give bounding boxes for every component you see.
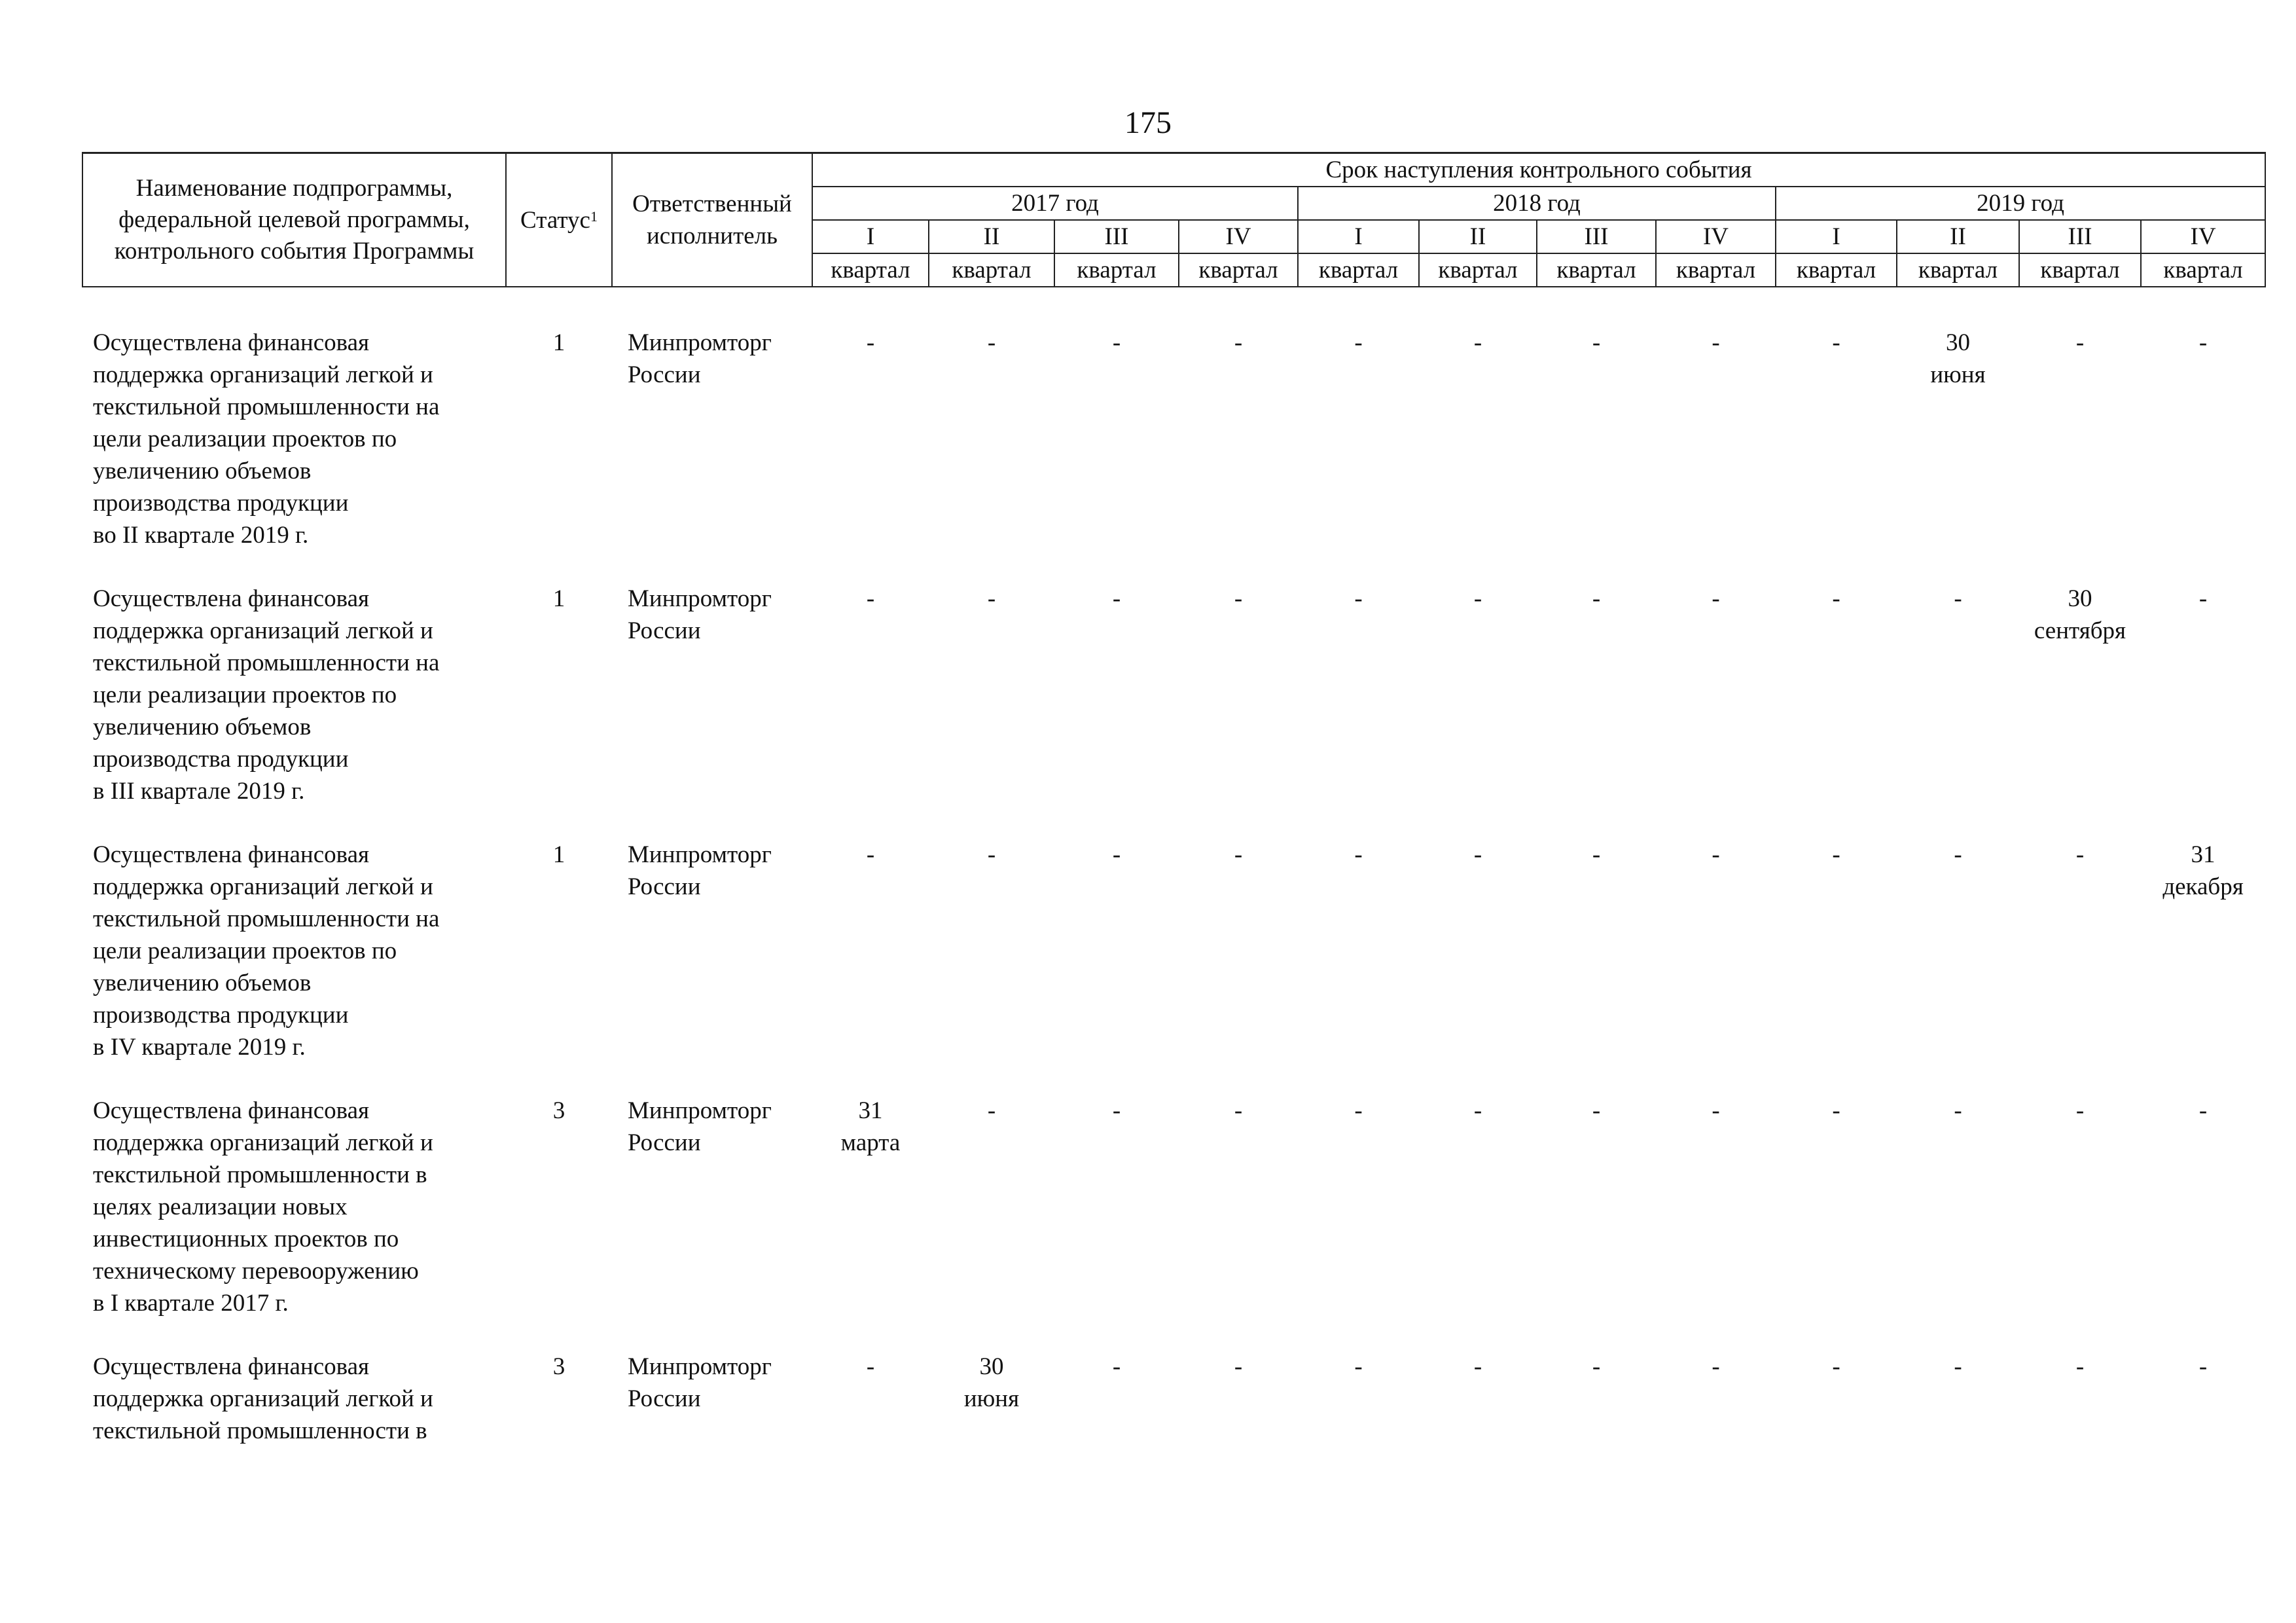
status-cell: 3 xyxy=(552,1353,565,1380)
deadline-value: - xyxy=(1592,329,1601,356)
quarter-deadline-cell xyxy=(1776,302,1897,558)
responsible-cell xyxy=(612,1070,812,1326)
page-number: 175 xyxy=(1124,105,1172,140)
header-quarter-number: II xyxy=(1419,220,1537,253)
responsible-cell xyxy=(612,814,812,1070)
header-quarter-number: III xyxy=(1054,220,1179,253)
quarter-deadline-cell xyxy=(1897,558,2019,814)
quarter-deadline-cell xyxy=(812,1070,929,1326)
deadline-value: - xyxy=(1473,329,1482,356)
event-name-line: увеличению объемов xyxy=(93,970,312,996)
deadline-value: - xyxy=(1354,1097,1363,1124)
quarter-deadline-cell xyxy=(2019,302,2141,558)
header-responsible-line: Ответственный xyxy=(632,191,792,217)
deadline-value: - xyxy=(866,329,875,356)
deadline-value: - xyxy=(1592,1353,1601,1380)
table-row xyxy=(82,1070,2265,1326)
header-quarter-word: квартал xyxy=(2141,253,2265,287)
quarter-deadline-cell xyxy=(1054,558,1179,814)
quarter-deadline-cell xyxy=(2019,1326,2141,1453)
header-year-2019: 2019 год xyxy=(1776,187,2265,220)
deadline-value: - xyxy=(1354,329,1363,356)
deadline-value: - xyxy=(1234,1353,1243,1380)
quarter-deadline-cell xyxy=(1656,1326,1776,1453)
quarter-deadline-cell xyxy=(1298,558,1419,814)
deadline-value: 30 xyxy=(979,1353,1004,1380)
event-name-cell xyxy=(82,1326,506,1453)
status-footnote-mark: 1 xyxy=(590,208,598,225)
quarter-deadline-cell xyxy=(1054,1326,1179,1453)
header-quarter-number: I xyxy=(812,220,929,253)
header-status-label: Статус xyxy=(520,206,590,234)
quarter-deadline-cell xyxy=(1419,1326,1537,1453)
deadline-value: - xyxy=(866,1353,875,1380)
event-name-line: в IV квартале 2019 г. xyxy=(93,1034,306,1061)
quarter-deadline-cell xyxy=(1897,1326,2019,1453)
quarter-deadline-cell xyxy=(2141,302,2265,558)
deadline-value: - xyxy=(1954,1097,1962,1124)
header-quarter-word: квартал xyxy=(1298,253,1419,287)
event-name-cell xyxy=(82,1070,506,1326)
event-name-line: цели реализации проектов по xyxy=(93,938,397,964)
event-name-line: текстильной промышленности на xyxy=(93,905,440,932)
deadline-value: - xyxy=(1712,1353,1720,1380)
deadline-value: июня xyxy=(963,1385,1020,1412)
event-name-line: текстильной промышленности на xyxy=(93,393,440,420)
header-quarter-word: квартал xyxy=(929,253,1054,287)
deadline-value: - xyxy=(1234,841,1243,868)
deadline-value: - xyxy=(1712,585,1720,612)
quarter-deadline-cell xyxy=(2141,1070,2265,1326)
deadline-value: - xyxy=(1112,585,1121,612)
event-name-line: техническому перевооружению xyxy=(93,1258,419,1285)
deadline-value: - xyxy=(1473,1353,1482,1380)
deadline-value: - xyxy=(1354,1353,1363,1380)
deadline-value: декабря xyxy=(2162,873,2244,900)
event-name-line: производства продукции xyxy=(93,746,349,773)
deadline-value: - xyxy=(1954,585,1962,612)
table-row xyxy=(82,302,2265,558)
quarter-deadline-cell xyxy=(1419,814,1537,1070)
responsible-cell xyxy=(612,558,812,814)
event-name-line: цели реализации проектов по xyxy=(93,682,397,708)
quarter-deadline-cell xyxy=(812,1326,929,1453)
quarter-deadline-cell xyxy=(1419,558,1537,814)
responsible-line: России xyxy=(628,361,701,388)
event-name-line: поддержка организаций легкой и xyxy=(93,1129,433,1156)
event-name-line: поддержка организаций легкой и xyxy=(93,361,433,388)
quarter-deadline-cell xyxy=(1419,1070,1537,1326)
header-year-2017: 2017 год xyxy=(812,187,1298,220)
quarter-deadline-cell xyxy=(1776,558,1897,814)
responsible-line: России xyxy=(628,1129,701,1156)
header-name-line: федеральной целевой программы, xyxy=(118,206,470,233)
quarter-deadline-cell xyxy=(929,302,1054,558)
event-name-cell xyxy=(82,814,506,1070)
responsible-cell xyxy=(612,302,812,558)
deadline-value: - xyxy=(2198,329,2208,356)
deadline-value: - xyxy=(1473,585,1482,612)
quarter-deadline-cell xyxy=(1054,302,1179,558)
deadline-value: - xyxy=(1473,1097,1482,1124)
event-name-cell xyxy=(82,302,506,558)
deadline-value: - xyxy=(1954,1353,1962,1380)
header-quarter-word: квартал xyxy=(1776,253,1897,287)
deadline-value: марта xyxy=(840,1129,901,1156)
quarter-deadline-cell xyxy=(1776,1070,1897,1326)
header-quarter-number: IV xyxy=(1656,220,1776,253)
quarter-deadline-cell xyxy=(1179,302,1298,558)
header-name-line: контрольного события Программы xyxy=(114,238,475,264)
quarter-deadline-cell xyxy=(1656,1070,1776,1326)
quarter-deadline-cell xyxy=(1419,302,1537,558)
status-cell: 1 xyxy=(552,841,565,868)
deadline-value: июня xyxy=(1930,361,1986,388)
header-name-line: Наименование подпрограммы, xyxy=(135,175,453,202)
event-name-line: Осуществлена финансовая xyxy=(93,841,370,868)
header-quarter-word: квартал xyxy=(812,253,929,287)
responsible-line: Минпромторг xyxy=(628,585,772,612)
deadline-value: - xyxy=(2075,1353,2085,1380)
deadline-value: - xyxy=(2075,841,2085,868)
responsible-line: России xyxy=(628,873,701,900)
quarter-deadline-cell xyxy=(2019,814,2141,1070)
deadline-value: - xyxy=(1832,1353,1840,1380)
header-quarter-number: II xyxy=(929,220,1054,253)
deadline-value: - xyxy=(1112,1353,1121,1380)
quarter-deadline-cell xyxy=(929,814,1054,1070)
deadline-value: - xyxy=(1234,1097,1243,1124)
event-name-line: Осуществлена финансовая xyxy=(93,1353,370,1380)
responsible-line: России xyxy=(628,1385,701,1412)
deadline-value: сентября xyxy=(2034,617,2126,644)
deadline-value: - xyxy=(987,1097,996,1124)
event-name-cell xyxy=(82,558,506,814)
quarter-deadline-cell xyxy=(812,302,929,558)
header-name-column xyxy=(82,153,506,287)
event-name-line: производства продукции xyxy=(93,490,349,517)
quarter-deadline-cell xyxy=(1537,1070,1656,1326)
responsible-line: России xyxy=(628,617,701,644)
header-quarter-number: II xyxy=(1897,220,2019,253)
deadline-value: - xyxy=(1832,329,1840,356)
header-year-2018: 2018 год xyxy=(1298,187,1776,220)
quarter-deadline-cell xyxy=(1776,1326,1897,1453)
header-quarter-number: III xyxy=(2019,220,2141,253)
quarter-deadline-cell xyxy=(1897,302,2019,558)
table-row xyxy=(82,814,2265,1070)
quarter-deadline-cell xyxy=(1054,1070,1179,1326)
deadline-value: - xyxy=(866,585,875,612)
header-quarter-word: квартал xyxy=(1897,253,2019,287)
event-name-line: текстильной промышленности в xyxy=(93,1417,427,1444)
header-responsible-line: исполнитель xyxy=(646,223,778,249)
responsible-line: Минпромторг xyxy=(628,329,772,356)
quarter-deadline-cell xyxy=(1179,558,1298,814)
status-cell: 1 xyxy=(552,329,565,356)
deadline-value: - xyxy=(987,585,996,612)
quarter-deadline-cell xyxy=(1054,814,1179,1070)
quarter-deadline-cell xyxy=(1897,1070,2019,1326)
deadline-value: - xyxy=(1112,1097,1121,1124)
responsible-line: Минпромторг xyxy=(628,1353,772,1380)
quarter-deadline-cell xyxy=(929,1070,1054,1326)
header-deadline-group: Срок наступления контрольного события xyxy=(812,153,2265,187)
header-quarter-number: III xyxy=(1537,220,1656,253)
status-cell: 3 xyxy=(552,1097,565,1124)
deadline-value: 30 xyxy=(2068,585,2092,612)
quarter-deadline-cell xyxy=(1537,814,1656,1070)
event-name-line: целях реализации новых xyxy=(93,1194,348,1220)
quarter-deadline-cell xyxy=(1656,302,1776,558)
quarter-deadline-cell xyxy=(1537,1326,1656,1453)
event-name-line: производства продукции xyxy=(93,1002,349,1029)
header-quarter-word: квартал xyxy=(2019,253,2141,287)
event-name-line: Осуществлена финансовая xyxy=(93,585,370,612)
header-responsible-column xyxy=(612,153,812,287)
header-quarter-word: квартал xyxy=(1656,253,1776,287)
event-name-line: Осуществлена финансовая xyxy=(93,329,370,356)
quarter-deadline-cell xyxy=(2019,1070,2141,1326)
event-name-line: увеличению объемов xyxy=(93,714,312,740)
event-name-line: в III квартале 2019 г. xyxy=(93,778,305,805)
deadline-value: - xyxy=(1832,1097,1840,1124)
deadline-value: - xyxy=(987,841,996,868)
quarter-deadline-cell xyxy=(1298,302,1419,558)
event-name-line: поддержка организаций легкой и xyxy=(93,617,433,644)
event-name-line: цели реализации проектов по xyxy=(93,426,397,452)
quarter-deadline-cell xyxy=(1298,1326,1419,1453)
table-body xyxy=(82,287,2265,1453)
quarter-deadline-cell xyxy=(1537,302,1656,558)
quarter-deadline-cell xyxy=(1179,814,1298,1070)
deadline-value: - xyxy=(1712,841,1720,868)
quarter-deadline-cell xyxy=(812,558,929,814)
deadline-value: - xyxy=(2198,1097,2208,1124)
quarter-deadline-cell xyxy=(929,558,1054,814)
deadline-value: - xyxy=(987,329,996,356)
event-name-line: инвестиционных проектов по xyxy=(93,1226,399,1252)
quarter-deadline-cell xyxy=(1897,814,2019,1070)
deadline-value: - xyxy=(2198,585,2208,612)
quarter-deadline-cell xyxy=(1656,558,1776,814)
deadline-value: - xyxy=(1592,841,1601,868)
header-quarter-word: квартал xyxy=(1054,253,1179,287)
table-header xyxy=(82,153,2265,287)
header-status-column xyxy=(506,153,612,287)
quarter-deadline-cell xyxy=(1776,814,1897,1070)
deadline-value: - xyxy=(1354,841,1363,868)
quarter-deadline-cell xyxy=(1298,814,1419,1070)
event-name-line: текстильной промышленности на xyxy=(93,649,440,676)
responsible-line: Минпромторг xyxy=(628,841,772,868)
deadline-value: - xyxy=(1712,1097,1720,1124)
deadline-value: - xyxy=(1112,841,1121,868)
table-row xyxy=(82,1326,2265,1453)
deadline-value: - xyxy=(1234,585,1243,612)
responsible-line: Минпромторг xyxy=(628,1097,772,1124)
deadline-value: 31 xyxy=(858,1097,883,1124)
header-quarter-number: I xyxy=(1776,220,1897,253)
deadline-value: - xyxy=(1112,329,1121,356)
status-cell: 1 xyxy=(552,585,565,612)
quarter-deadline-cell xyxy=(1537,558,1656,814)
quarter-deadline-cell xyxy=(2141,558,2265,814)
deadline-value: - xyxy=(1592,585,1601,612)
control-events-table xyxy=(82,152,2266,1453)
deadline-value: - xyxy=(1592,1097,1601,1124)
header-quarter-number: IV xyxy=(2141,220,2265,253)
quarter-deadline-cell xyxy=(1179,1070,1298,1326)
table-row xyxy=(82,558,2265,814)
deadline-value: - xyxy=(1234,329,1243,356)
deadline-value: - xyxy=(2075,329,2085,356)
header-quarter-number: IV xyxy=(1179,220,1298,253)
deadline-value: - xyxy=(866,841,875,868)
deadline-value: - xyxy=(2075,1097,2085,1124)
quarter-deadline-cell xyxy=(929,1326,1054,1453)
deadline-value: - xyxy=(1712,329,1720,356)
deadline-value: - xyxy=(1832,585,1840,612)
deadline-value: 30 xyxy=(1946,329,1970,356)
event-name-line: в I квартале 2017 г. xyxy=(93,1290,289,1317)
quarter-deadline-cell xyxy=(2141,1326,2265,1453)
header-quarter-number: I xyxy=(1298,220,1419,253)
responsible-cell xyxy=(612,1326,812,1453)
quarter-deadline-cell xyxy=(2141,814,2265,1070)
header-quarter-word: квартал xyxy=(1179,253,1298,287)
event-name-line: Осуществлена финансовая xyxy=(93,1097,370,1124)
event-name-line: увеличению объемов xyxy=(93,458,312,484)
quarter-deadline-cell xyxy=(812,814,929,1070)
event-name-line: текстильной промышленности в xyxy=(93,1161,427,1188)
quarter-deadline-cell xyxy=(1298,1070,1419,1326)
quarter-deadline-cell xyxy=(2019,558,2141,814)
deadline-value: - xyxy=(1954,841,1962,868)
header-quarter-word: квартал xyxy=(1419,253,1537,287)
deadline-value: 31 xyxy=(2191,841,2215,868)
event-name-line: во II квартале 2019 г. xyxy=(93,522,309,549)
deadline-value: - xyxy=(1354,585,1363,612)
deadline-value: - xyxy=(1832,841,1840,868)
event-name-line: поддержка организаций легкой и xyxy=(93,1385,433,1412)
header-quarter-word: квартал xyxy=(1537,253,1656,287)
quarter-deadline-cell xyxy=(1179,1326,1298,1453)
deadline-value: - xyxy=(2198,1353,2208,1380)
event-name-line: поддержка организаций легкой и xyxy=(93,873,433,900)
deadline-value: - xyxy=(1473,841,1482,868)
quarter-deadline-cell xyxy=(1656,814,1776,1070)
